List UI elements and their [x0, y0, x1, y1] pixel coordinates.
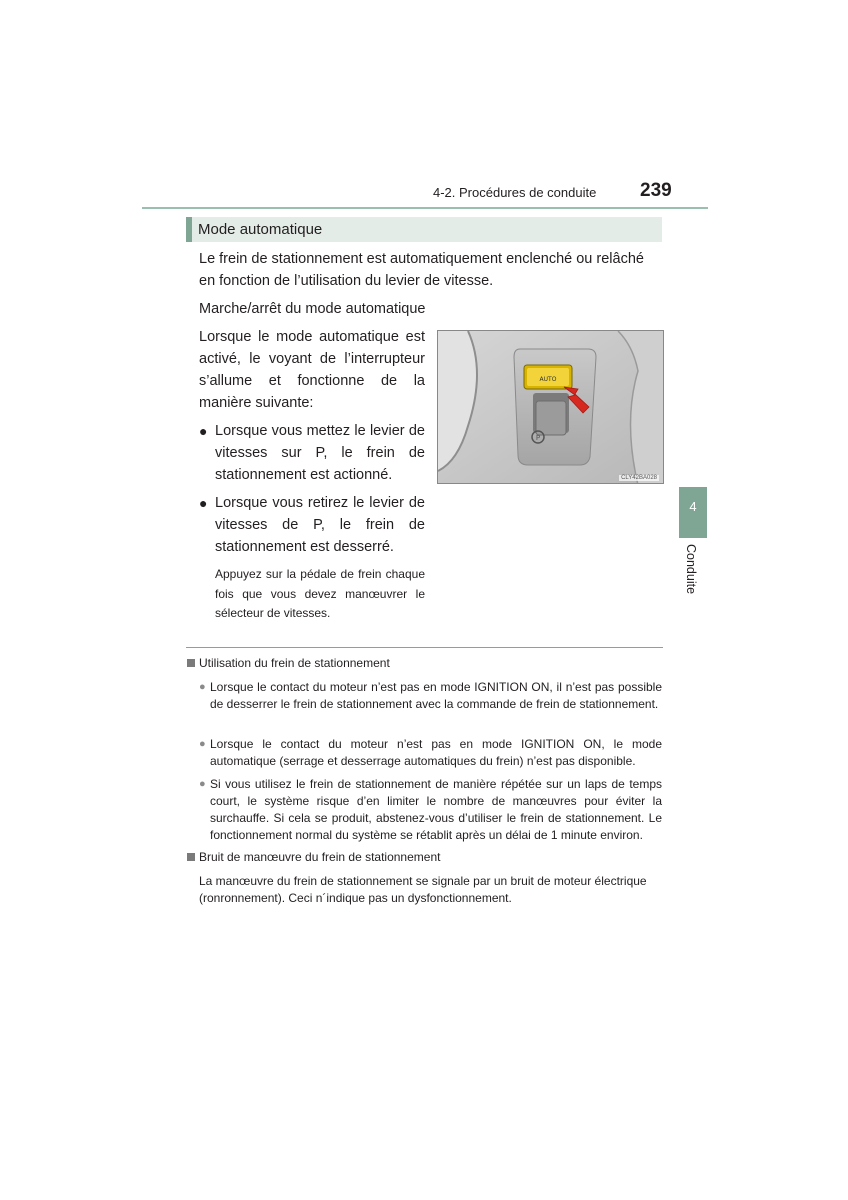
- chapter-label-text: Conduite: [684, 544, 698, 595]
- figure-code: CLY42BA028: [621, 475, 657, 481]
- note-paragraph: Appuyez sur la pédale de frein chaque fois que vous devez manœuvrer le sélecteur de vitesses.: [215, 567, 425, 620]
- bullet-icon: ●: [199, 681, 206, 693]
- list-item-text: Lorsque le contact du moteur n’est pas en mode IGNITION ON, il n’est pas possible de desserrer le frein de stationnement avec la commande de frein de stationnement.: [210, 680, 662, 711]
- subsection-heading-text: Utilisation du frein de stationnement: [199, 656, 390, 670]
- subsection-heading: [187, 656, 390, 670]
- bullet-icon: ●: [199, 423, 208, 439]
- section-divider: [186, 647, 663, 648]
- page-number: 239: [640, 180, 672, 201]
- square-bullet-icon: [187, 659, 195, 667]
- section-title: Mode automatique: [186, 217, 662, 242]
- description-paragraph: Lorsque le mode automatique est activé, le voyant de l’interrupteur s’allume et fonctionne de la manière suivante:: [199, 329, 425, 411]
- auto-button-label: AUTO: [539, 376, 557, 383]
- list-item-text: Si vous utilisez le frein de stationnement de manière répétée sur un laps de temps court, le système risque d’en limiter le nombre de manœuvres pour éviter la surchauffe. Si cela se produit, abstenez-vous d’utiliser le frein de stationnement. Le fonctionnement normal du système se rétablit après un délai de 1 minute environ.: [210, 777, 662, 842]
- header-divider: [142, 207, 708, 209]
- chapter-tab: 4: [679, 487, 707, 538]
- square-bullet-icon: [187, 853, 195, 861]
- auto-switch-photo: [437, 330, 664, 484]
- running-header-section: 4-2. Procédures de conduite: [433, 185, 597, 200]
- list-item-text: Lorsque vous retirez le levier de vitesses de P, le frein de stationnement est desserré.: [215, 495, 425, 555]
- toggle-label: Marche/arrêt du mode automatique: [199, 301, 426, 317]
- bullet-icon: ●: [199, 495, 208, 511]
- bullet-icon: ●: [199, 738, 206, 750]
- dashboard-illustration: [438, 331, 664, 484]
- chapter-label: [677, 544, 705, 604]
- bullet-icon: ●: [199, 778, 206, 790]
- subsection-heading: [187, 850, 440, 864]
- svg-text:P: P: [535, 434, 541, 442]
- intro-paragraph: Le frein de stationnement est automatiquement enclenché ou relâché en fonction de l’utilisation du levier de vitesse.: [199, 251, 644, 289]
- list-item-text: Lorsque vous mettez le levier de vitesses sur P, le frein de stationnement est actionné.: [215, 423, 425, 483]
- list-item-text: Lorsque le contact du moteur n’est pas en mode IGNITION ON, le mode automatique (serrage et desserrage automatiques du frein) n’est pas disponible.: [210, 737, 662, 768]
- subsection-heading-text: Bruit de manœuvre du frein de stationnement: [199, 850, 441, 864]
- noise-paragraph: La manœuvre du frein de stationnement se signale par un bruit de moteur électrique (ronronnement). Ceci n´indique pas un dysfonctionnement.: [199, 874, 647, 905]
